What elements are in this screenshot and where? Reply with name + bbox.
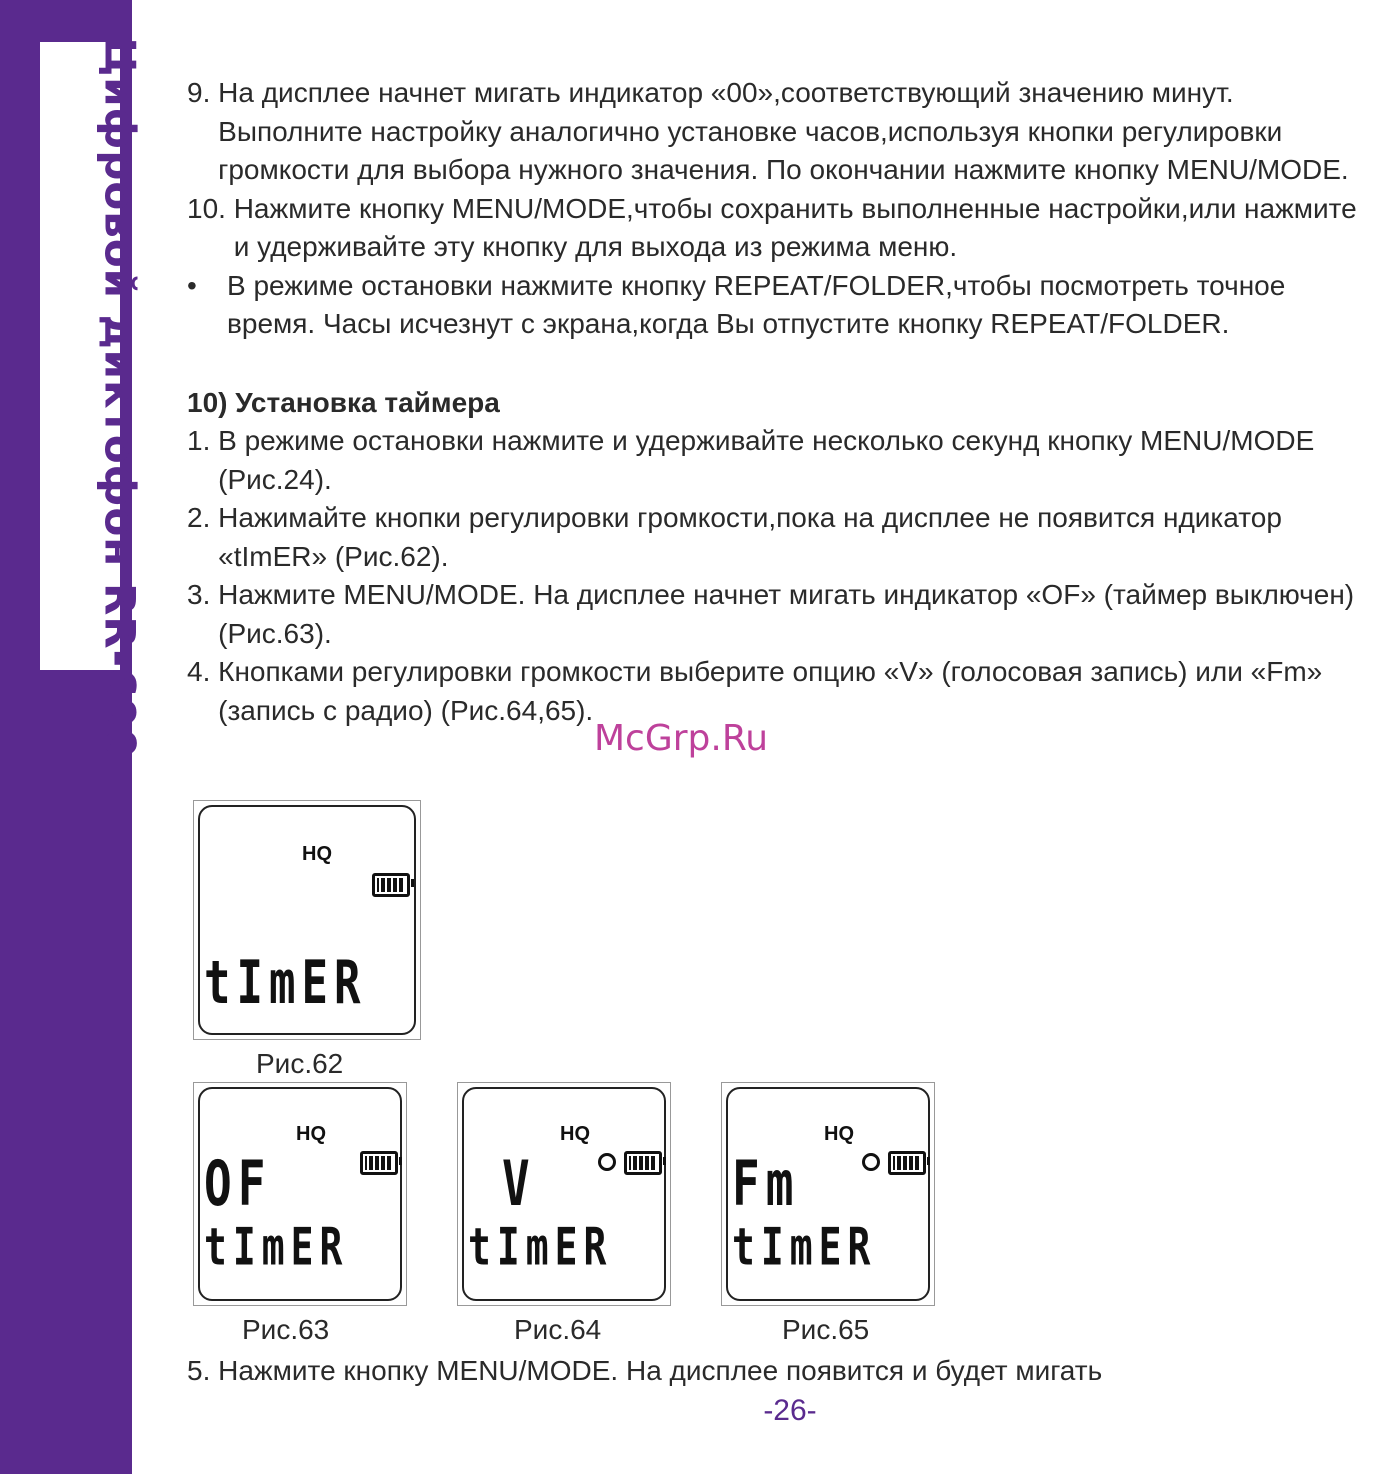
lcd-figure-64 xyxy=(457,1082,671,1306)
main-content xyxy=(187,74,1377,730)
lcd-figure-65 xyxy=(721,1082,935,1306)
sidebar xyxy=(0,0,145,1474)
caption-64: Рис.64 xyxy=(514,1314,602,1345)
battery-icon xyxy=(888,1151,926,1175)
step-2: 2. Нажимайте кнопки регулировки громкости,пока на дисплее не появится ндикатор «tImER» (Рис.62). xyxy=(187,502,1282,572)
watermark: McGrp.Ru xyxy=(594,718,769,759)
clock-icon xyxy=(598,1153,616,1171)
lcd-bottom-text: tImER xyxy=(204,1217,349,1277)
step-5: 5. Нажмите кнопку MENU/MODE. На дисплее появится и будет мигать xyxy=(187,1355,1103,1386)
lcd-bottom-text: tImER xyxy=(468,1217,613,1277)
page-number: -26- xyxy=(763,1394,817,1427)
battery-icon xyxy=(624,1151,662,1175)
section-heading: 10) Установка таймера xyxy=(187,386,500,418)
bullet-item: • В режиме остановки нажмите кнопку REPEAT/FOLDER,чтобы посмотреть точное время. Часы исчезнут с экрана,когда Вы отпустите кнопку REPEAT/FOLDER. xyxy=(187,269,1286,339)
step-4: 4. Кнопками регулировки громкости выберите опцию «V» (голосовая запись) или «Fm» (запись с радио) (Рис.64,65). xyxy=(187,656,1323,726)
list-item-10: 10. Нажмите кнопку MENU/MODE,чтобы сохранить выполненные настройки,или нажмите и удерживайте эту кнопку для выхода из режима меню. xyxy=(187,192,1357,262)
battery-icon xyxy=(372,873,410,897)
lcd-figure-62 xyxy=(193,800,421,1040)
step-1: 1. В режиме остановки нажмите и удерживайте несколько секунд кнопку MENU/MODE (Рис.24). xyxy=(187,425,1315,495)
lcd-top-text: OF xyxy=(204,1147,272,1220)
step-3: 3. Нажмите MENU/MODE. На дисплее начнет мигать индикатор «OF» (таймер выключен) (Рис.63). xyxy=(187,579,1355,649)
caption-63: Рис.63 xyxy=(242,1314,330,1345)
caption-65: Рис.65 xyxy=(782,1314,870,1345)
battery-icon xyxy=(360,1151,398,1175)
hq-label: HQ xyxy=(824,1123,854,1145)
hq-label: HQ xyxy=(296,1123,326,1145)
sidebar-title: Цифровой диктофон RR-690 xyxy=(95,37,145,759)
caption-62: Рис.62 xyxy=(256,1048,344,1079)
lcd-bottom-text: tImER xyxy=(732,1217,877,1277)
hq-label: HQ xyxy=(560,1123,590,1145)
lcd-figure-63 xyxy=(193,1082,407,1306)
lcd-bottom-text: tImER xyxy=(204,949,367,1018)
step-5-container xyxy=(187,1352,1377,1391)
lcd-top-text: Fm xyxy=(732,1147,800,1220)
list-item-9: 9. На дисплее начнет мигать индикатор «00»,соответствующий значению минут. Выполните настройку аналогично установке часов,используя кнопки регулировки громкости для выбора нужного значения. По окончании нажмите кнопку MENU/MODE. xyxy=(187,77,1349,185)
sidebar-tab xyxy=(40,37,145,759)
clock-icon xyxy=(862,1153,880,1171)
lcd-top-text: V xyxy=(502,1147,536,1220)
hq-label: HQ xyxy=(302,843,332,865)
